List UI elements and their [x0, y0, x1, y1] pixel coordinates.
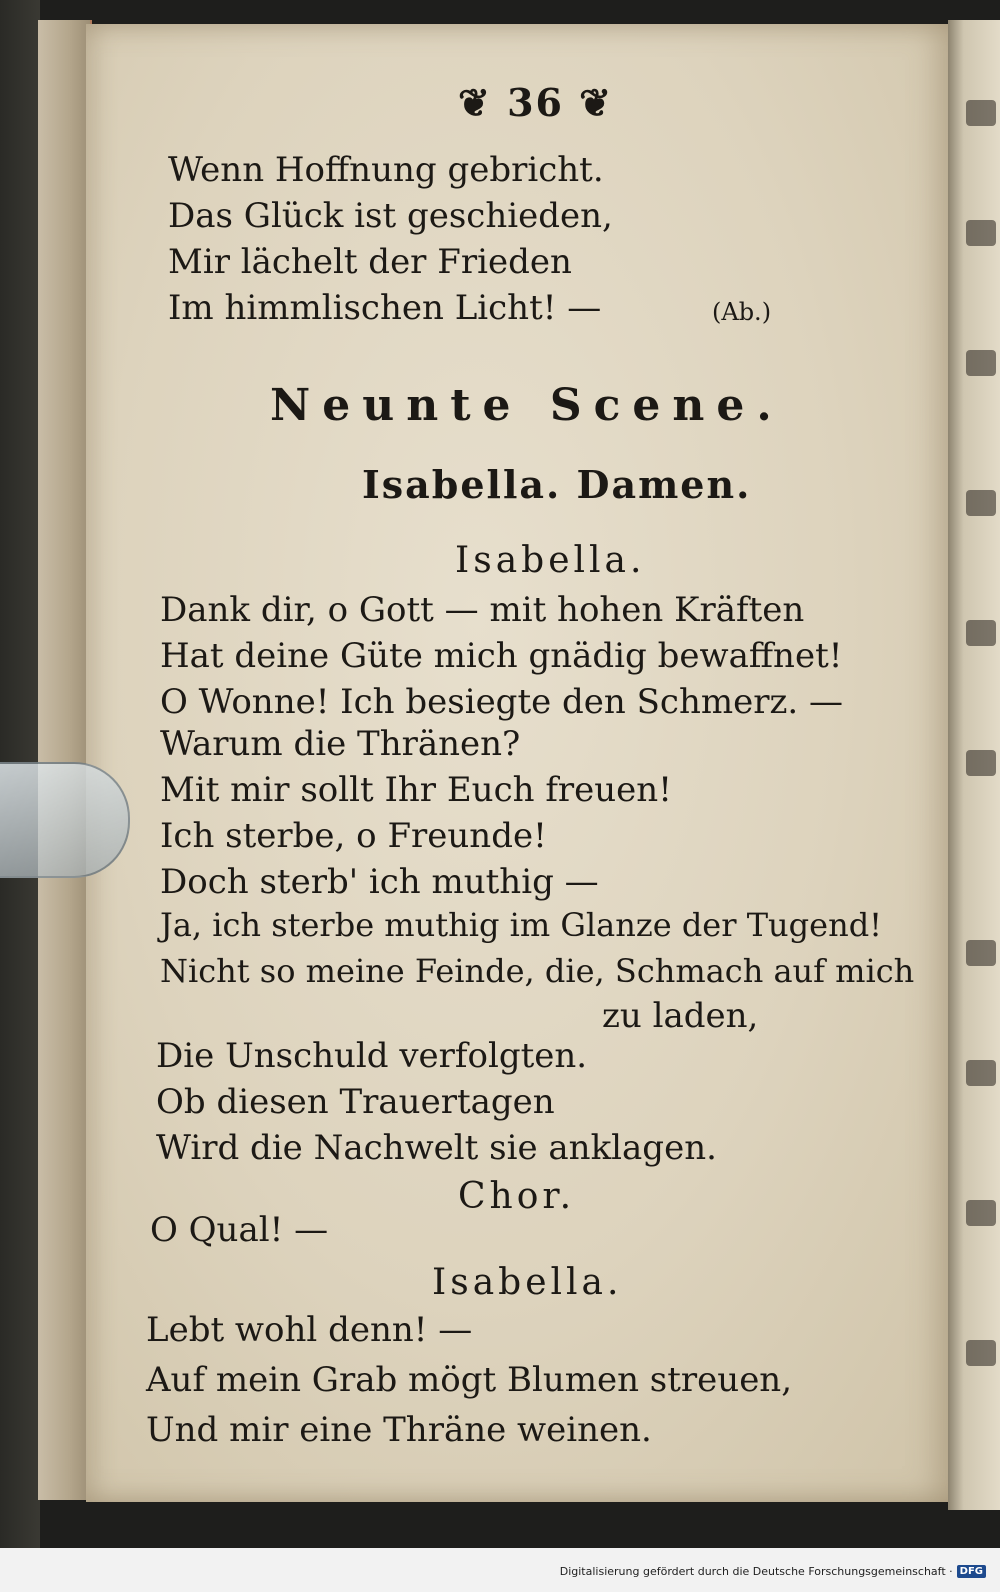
digitization-credit	[560, 1565, 986, 1578]
speech-line: Ja, ich sterbe muthig im Glanze der Tugend!	[160, 906, 883, 944]
credit-text: Digitalisierung gefördert durch die Deutsche Forschungsgemeinschaft ·	[559, 1565, 953, 1578]
speech-line: Hat deine Güte mich gnädig bewaffnet!	[160, 636, 843, 676]
speech-line: Lebt wohl denn! —	[146, 1310, 473, 1350]
page-number-header: ❦ 36 ❦	[458, 80, 614, 125]
speech-line: Und mir eine Thräne weinen.	[146, 1410, 652, 1450]
verse-line: Das Glück ist geschieden,	[168, 196, 613, 236]
speech-line: Nicht so meine Feinde, die, Schmach auf mich	[160, 952, 915, 990]
verse-line: Mir lächelt der Frieden	[168, 242, 572, 282]
verse-line: Wenn Hoffnung gebricht.	[168, 150, 604, 190]
speech-line: O Qual! —	[150, 1210, 329, 1250]
speech-line: Warum die Thränen?	[160, 724, 521, 764]
speech-line: Mit mir sollt Ihr Euch freuen!	[160, 770, 672, 810]
speaker-name: Chor.	[458, 1176, 576, 1217]
speech-line: Dank dir, o Gott — mit hohen Kräften	[160, 590, 805, 630]
speaker-name: Isabella.	[432, 1262, 623, 1303]
speech-line: Auf mein Grab mögt Blumen streuen,	[146, 1360, 793, 1400]
speech-line: O Wonne! Ich besiegte den Schmerz. —	[160, 682, 844, 722]
scene-persons: Isabella. Damen.	[362, 462, 752, 507]
speaker-name: Isabella.	[455, 540, 646, 581]
speech-line: Ich sterbe, o Freunde!	[160, 816, 547, 856]
speech-line: Ob diesen Trauertagen	[156, 1082, 555, 1122]
speech-line: Wird die Nachwelt sie anklagen.	[156, 1128, 717, 1168]
speech-line: zu laden,	[602, 996, 759, 1036]
scene-title: Neunte Scene.	[270, 380, 784, 431]
speech-line: Doch sterb' ich muthig —	[160, 862, 599, 902]
stage-direction: (Ab.)	[712, 298, 772, 326]
verse-line: Im himmlischen Licht! —	[168, 288, 602, 328]
speech-line: Die Unschuld verfolgten.	[156, 1036, 588, 1076]
dfg-logo: DFG	[957, 1565, 986, 1578]
